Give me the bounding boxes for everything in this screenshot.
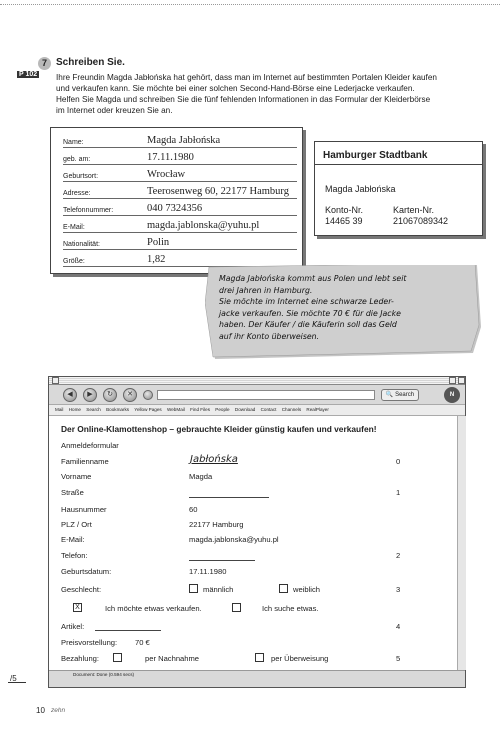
bookmark-item[interactable]: RealPlayer: [306, 407, 329, 412]
row-label: Geburtsort:: [63, 173, 99, 180]
note-line: Magda Jabłońska kommt aus Polen und lebt seit: [219, 274, 407, 283]
telefon-label: Telefon:: [61, 551, 88, 560]
person-row-birthdate: [63, 151, 297, 165]
row-value: Teerosenweg 60, 22177 Hamburg: [147, 186, 289, 197]
person-row-name: [63, 134, 297, 148]
browser-window: [48, 376, 466, 688]
points-label: 0: [396, 457, 401, 466]
bookmark-item[interactable]: Download: [234, 407, 256, 412]
task-instructions: [56, 72, 486, 116]
row-label: E-Mail:: [63, 224, 85, 231]
nachnahme-label: per Nachnahme: [145, 654, 200, 663]
artikel-field[interactable]: [95, 621, 161, 631]
note-line: drei Jahren in Hamburg.: [219, 285, 313, 295]
bank-card: [314, 141, 483, 236]
points-label: 2: [396, 551, 401, 560]
plz-ort-value[interactable]: 22177 Hamburg: [189, 520, 244, 529]
suchen-label: Ich suche etwas.: [262, 604, 319, 613]
bookmark-item[interactable]: Bookmarks: [106, 407, 130, 412]
bookmark-item[interactable]: Search: [86, 407, 101, 412]
row-value: 040 7324356: [147, 203, 203, 214]
strasse-field[interactable]: [189, 488, 269, 498]
row-value: 17.11.1980: [147, 152, 194, 163]
strasse-label: Straße: [61, 488, 84, 497]
person-row-nationality: [63, 236, 297, 250]
forward-icon[interactable]: ▶: [83, 388, 97, 402]
ueberweisung-label: per Überweisung: [271, 654, 329, 663]
note-line: auf ihr Konto überweisen.: [219, 331, 320, 341]
bezahlung-label: Bezahlung:: [61, 654, 99, 663]
home-icon[interactable]: [143, 390, 153, 400]
search-icon: 🔍: [385, 392, 394, 398]
note-text: [219, 273, 477, 342]
familienname-value[interactable]: Jabłońska: [190, 454, 238, 465]
netscape-logo-icon: N: [444, 387, 460, 403]
points-label: 1: [396, 488, 401, 497]
window-collapse-icon[interactable]: [458, 377, 465, 384]
row-label: Nationalität:: [63, 241, 100, 248]
account-value: 14465 39: [325, 216, 363, 226]
suchen-checkbox[interactable]: [232, 603, 241, 612]
bank-title: Hamburger Stadtbank: [323, 150, 428, 161]
verkaufen-checkbox[interactable]: X: [73, 603, 82, 612]
browser-toolbar: [49, 385, 465, 405]
bookmark-item[interactable]: Find Files: [190, 407, 210, 412]
status-bar: [49, 670, 465, 687]
page-word: zehn: [51, 707, 66, 714]
maennlich-checkbox[interactable]: [189, 584, 198, 593]
artikel-label: Artikel:: [61, 622, 85, 631]
preis-value[interactable]: 70 €: [135, 638, 150, 647]
maennlich-label: männlich: [203, 585, 234, 594]
row-value: Wrocław: [147, 169, 186, 180]
shop-heading: Der Online-Klamottenshop – gebrauchte Kleider günstig kaufen und verkaufen!: [61, 424, 377, 434]
score-line: [8, 682, 26, 683]
bookmark-item[interactable]: Yellow Pages: [134, 407, 162, 412]
hausnummer-label: Hausnummer: [61, 505, 107, 514]
preis-label: Preisvorstellung:: [61, 638, 118, 647]
bookmark-item[interactable]: Mail: [55, 407, 64, 412]
row-label: Telefonnummer:: [63, 207, 114, 214]
reference-badge: P 102: [19, 71, 38, 78]
task-title: Schreiben Sie.: [56, 57, 125, 68]
task-number: 7: [38, 57, 51, 70]
bookmark-item[interactable]: Home: [68, 407, 81, 412]
score-label: /5: [10, 674, 17, 683]
bookmark-item[interactable]: People: [215, 407, 230, 412]
person-row-address: [63, 185, 297, 199]
stop-icon[interactable]: ✕: [123, 388, 137, 402]
row-value: magda.jablonska@yuhu.pl: [147, 220, 260, 231]
registration-form: [49, 416, 457, 670]
search-button[interactable]: [381, 389, 419, 401]
card-label: Karten-Nr.: [393, 205, 435, 215]
geschlecht-label: Geschlecht:: [61, 585, 102, 594]
bookmark-item[interactable]: Contact: [260, 407, 277, 412]
person-row-email: [63, 219, 297, 233]
email-label: E-Mail:: [61, 535, 85, 544]
card-number: [393, 205, 448, 227]
email-value[interactable]: magda.jablonska@yuhu.pl: [189, 535, 279, 544]
instruction-line: Ihre Freundin Magda Jabłońska hat gehört, dass man im Internet auf bestimmten Portalen Kleider kaufen: [56, 73, 437, 82]
note-line: jacke verkaufen. Sie möchte 70 € für die Jacke: [219, 308, 401, 318]
instruction-line: und verkaufen kann. Sie möchte bei einer solchen Second-Hand-Börse eine Lederjacke verkaufen.: [56, 84, 415, 93]
top-dotted-rule: [0, 4, 500, 5]
vorname-value[interactable]: Magda: [189, 472, 213, 481]
ueberweisung-checkbox[interactable]: [255, 653, 264, 662]
account-label: Konto-Nr.: [325, 205, 364, 215]
back-icon[interactable]: ◀: [63, 388, 77, 402]
window-zoom-icon[interactable]: [449, 377, 456, 384]
person-row-phone: [63, 202, 297, 216]
weiblich-checkbox[interactable]: [279, 584, 288, 593]
note-line: Sie möchte im Internet eine schwarze Leder-: [219, 297, 394, 306]
points-label: 3: [396, 585, 401, 594]
form-subheading: Anmeldeformular: [61, 441, 119, 450]
row-value: Magda Jabłońska: [147, 135, 221, 146]
search-label: Search: [395, 392, 415, 398]
card-value: 21067089342: [393, 216, 449, 226]
hausnummer-value[interactable]: 60: [189, 505, 198, 514]
url-input[interactable]: [157, 390, 375, 400]
status-text: Document: Done (0.594 secs): [73, 672, 135, 677]
bookmark-bar: [49, 405, 465, 416]
telefon-field[interactable]: [189, 551, 255, 561]
instruction-line: im Internet oder kreuzen Sie an.: [56, 106, 173, 115]
handwritten-note: [205, 265, 485, 361]
row-value: 1,82: [147, 254, 166, 265]
geburtsdatum-label: Geburtsdatum:: [61, 567, 112, 576]
browser-titlebar: [49, 377, 465, 385]
reload-icon[interactable]: ↻: [103, 388, 117, 402]
points-label: 5: [396, 654, 401, 663]
row-label: Adresse:: [63, 190, 91, 197]
verkaufen-label: Ich möchte etwas verkaufen.: [105, 604, 202, 613]
bank-holder-name: Magda Jabłońska: [325, 184, 396, 194]
row-value: Polin: [147, 237, 170, 248]
window-close-icon[interactable]: [52, 377, 59, 384]
note-line: haben. Der Käufer / die Käuferin soll das Geld: [219, 320, 397, 329]
weiblich-label: weiblich: [293, 585, 321, 594]
vertical-scrollbar[interactable]: [457, 416, 466, 670]
nachnahme-checkbox[interactable]: [113, 653, 122, 662]
row-label: Name:: [63, 139, 84, 146]
vorname-label: Vorname: [61, 472, 92, 481]
bank-divider: [315, 164, 482, 165]
account-number: [325, 205, 363, 227]
personal-data-card: [50, 127, 303, 274]
row-label: geb. am:: [63, 156, 91, 163]
geburtsdatum-value[interactable]: 17.11.1980: [189, 567, 227, 576]
bookmark-item[interactable]: Channels: [281, 407, 302, 412]
instruction-line: Helfen Sie Magda und schreiben Sie die fünf fehlenden Informationen in das Formular der Kleiderbörse: [56, 95, 431, 104]
familienname-label: Familienname: [61, 457, 109, 466]
bookmark-item[interactable]: WebMail: [167, 407, 185, 412]
points-label: 4: [396, 622, 401, 631]
person-row-birthplace: [63, 168, 297, 182]
plz-ort-label: PLZ / Ort: [61, 520, 92, 529]
row-label: Größe:: [63, 258, 85, 265]
page-number: 10: [36, 706, 45, 715]
